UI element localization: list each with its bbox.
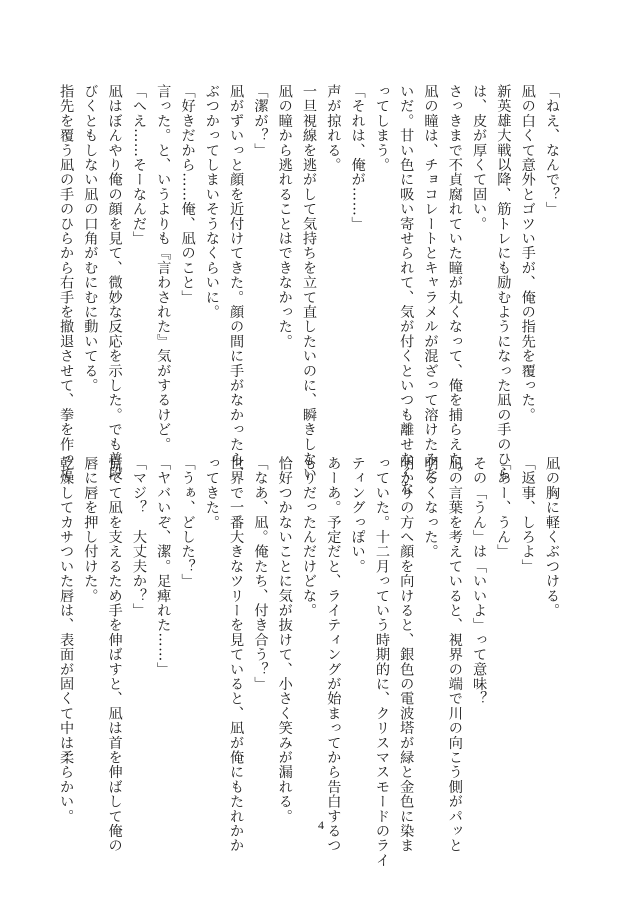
text-line: 言った。と、いうよりも『言わされた』気がするけど。	[155, 84, 172, 452]
text-line: 凪の白くて意外とゴツい手が、俺の指先を覆った。	[519, 84, 536, 423]
text-line: 「マジ？ 大丈夫か？」	[130, 456, 147, 618]
text-line: 「それは、俺が……」	[349, 84, 366, 231]
text-line: 「好きだから……俺、凪のこと」	[179, 84, 196, 305]
text-line: 恰好つかないことに気が抜けて、小さく笑みが漏れる。	[276, 456, 293, 824]
text-line: いだ。甘い色に吸い寄せられて、気が付くといつも離せなくな	[398, 84, 415, 496]
text-line: ってしまう。	[373, 84, 390, 173]
text-line: もりだったんだけどな。	[301, 456, 318, 618]
text-line: 新英雄大戦以降、筋トレにも励むようになった凪の手のひら	[495, 84, 512, 481]
text-line: 「潔が？」	[252, 84, 269, 158]
text-line: あーあ。予定だと、ライティングが始まってから告白するつ	[325, 456, 342, 853]
text-line: その「うん」は「いいよ」って意味？	[471, 456, 488, 706]
text-line: 凪はぼんやり俺の顔を見て、微妙な反応を示した。でも普段	[106, 84, 123, 481]
text-line: 唇に唇を押し付けた。	[82, 456, 99, 603]
text-line: 明るくなった。	[422, 456, 439, 559]
text-line: 凪の瞳は、チョコレートとキャラメルが混ざって溶けたみた	[422, 84, 439, 481]
text-line: 凪がずいっと顔を近付けてきた。顔の間に手がなかったら、	[228, 84, 245, 481]
text-line: ぶつかってしまいそうなくらいに。	[203, 84, 220, 320]
text-line: 凪の言葉を考えていると、視界の端で川の向こう側がパッと	[446, 456, 463, 853]
text-line: 明かりの方へ顔を向けると、銀色の電波塔が緑と金色に染ま	[398, 456, 415, 853]
text-line: 声が掠れる。	[325, 84, 342, 173]
text-line: 慌てて凪を支えるため手を伸ばすと、凪は首を伸ばして俺の	[106, 456, 123, 853]
text-column-lower	[58, 456, 564, 868]
text-line: 凪の瞳から逃れることはできなかった。	[276, 84, 293, 349]
text-line: 乾燥してカサついた唇は、表面が固くて中は柔らかい。	[58, 456, 75, 824]
text-line: 「返事、しろよ」	[519, 456, 536, 574]
text-line: ティングっぽい。	[349, 456, 366, 574]
text-line: 「ヤバいぞ、潔。足痺れた……」	[155, 456, 172, 677]
text-line: 「ねえ、なんで？」	[544, 84, 560, 217]
text-line: ってきた。	[203, 456, 220, 530]
text-line: 一旦視線を逃がして気持ちを立て直したいのに、瞬きしない	[301, 84, 318, 481]
text-line: 「なあ、凪。俺たち、付き合う？」	[252, 456, 269, 692]
text-line: 指先を覆う凪の手のひらから右手を撤退させて、拳を作って	[58, 84, 75, 481]
text-line: 世界で一番大きなツリーを見ていると、凪が俺にもたれかか	[228, 456, 245, 853]
text-line: 凪の胸に軽くぶつける。	[544, 456, 560, 618]
text-line: びくともしない凪の口角がむにむに動いてる。	[82, 84, 99, 393]
text-line: は、皮が厚くて固い。	[471, 84, 488, 231]
text-line: っていた。十二月っていう時期的に、クリスマスモードのライ	[373, 456, 390, 868]
text-line: 「あー、うん」	[495, 456, 512, 559]
text-line: さっきまで不貞腐れていた瞳が丸くなって、俺を捕らえた。	[446, 84, 463, 481]
text-line: 「へえ……そーなんだ」	[130, 84, 147, 246]
page-number: 4	[318, 818, 324, 832]
text-line: 「うぁ、どした？」	[179, 456, 196, 589]
